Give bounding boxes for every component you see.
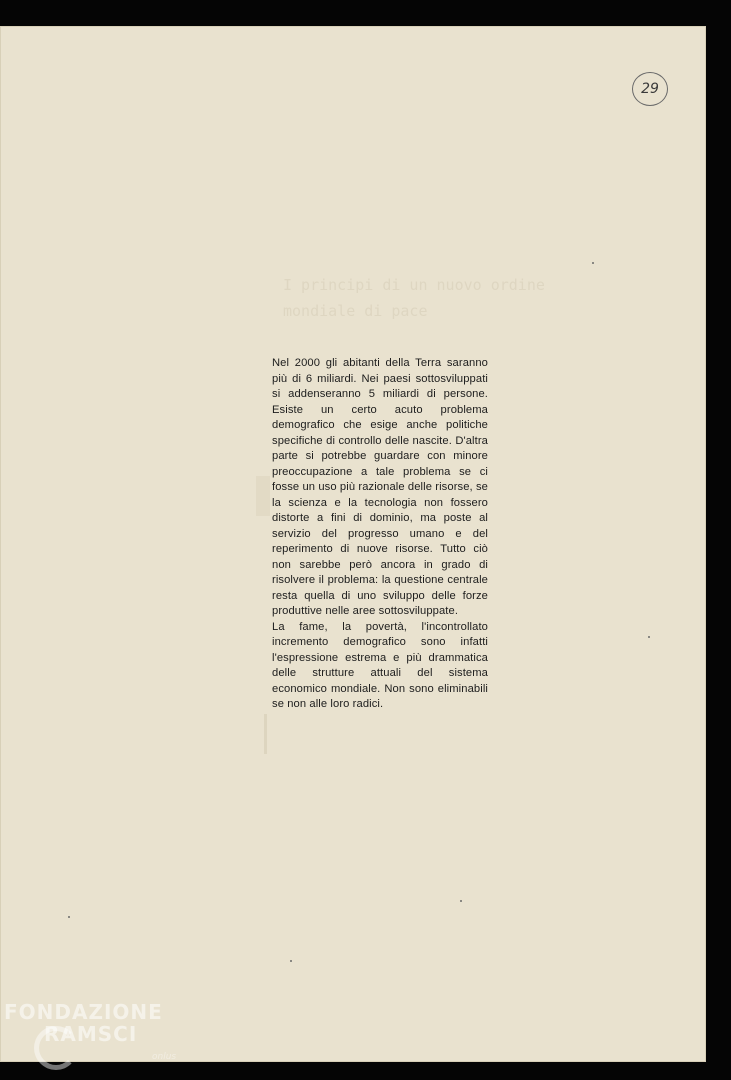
- watermark-sub: onlus: [152, 1052, 177, 1062]
- document-page: [0, 26, 706, 1062]
- paragraph: La fame, la povertà, l'incontrollato incremento demografico sono infatti l'espressione estrema e più drammatica delle strutture attuali del sistema economico mondiale. Non sono eliminabili se non alle loro radici.: [272, 620, 488, 710]
- watermark-line2: RAMSCI: [44, 1022, 138, 1046]
- paper-speck: [460, 900, 462, 902]
- paragraph: Nel 2000 gli abitanti della Terra saranno più di 6 miliardi. Nei paesi sottosviluppati si addenseranno 5 miliardi di persone. Esiste un certo acuto problema demografico che esige anche politiche specifiche di controllo delle nascite. D'altra parte si potrebbe guardare con minore preoccupazione a tale problema se ci fosse un uso più razionale delle risorse, se la scienza e la tecnologia non fossero distorte a fini di dominio, ma poste al servizio del progresso umano e del reperimento di nuove risorse. Tutto ciò non sarebbe però ancora in grado di risolvere il problema: la questione centrale resta quella di uno sviluppo delle forze produttive nelle aree sottosviluppate.: [272, 357, 488, 617]
- paper-speck: [290, 960, 292, 962]
- paper-speck: [648, 636, 650, 638]
- show-through-heading: I principi di un nuovo ordine mondiale di pace: [283, 276, 545, 320]
- watermark-g-logo-icon: [34, 1026, 78, 1070]
- body-text: [272, 356, 488, 713]
- paper-speck: [68, 916, 70, 918]
- show-through-mark: [264, 714, 267, 754]
- show-through-mark: [256, 476, 270, 516]
- watermark-line1: FONDAZIONE: [4, 1000, 163, 1024]
- fondazione-gramsci-watermark: [4, 1000, 177, 1062]
- page-number-circle: 29: [632, 72, 668, 106]
- paper-speck: [592, 262, 594, 264]
